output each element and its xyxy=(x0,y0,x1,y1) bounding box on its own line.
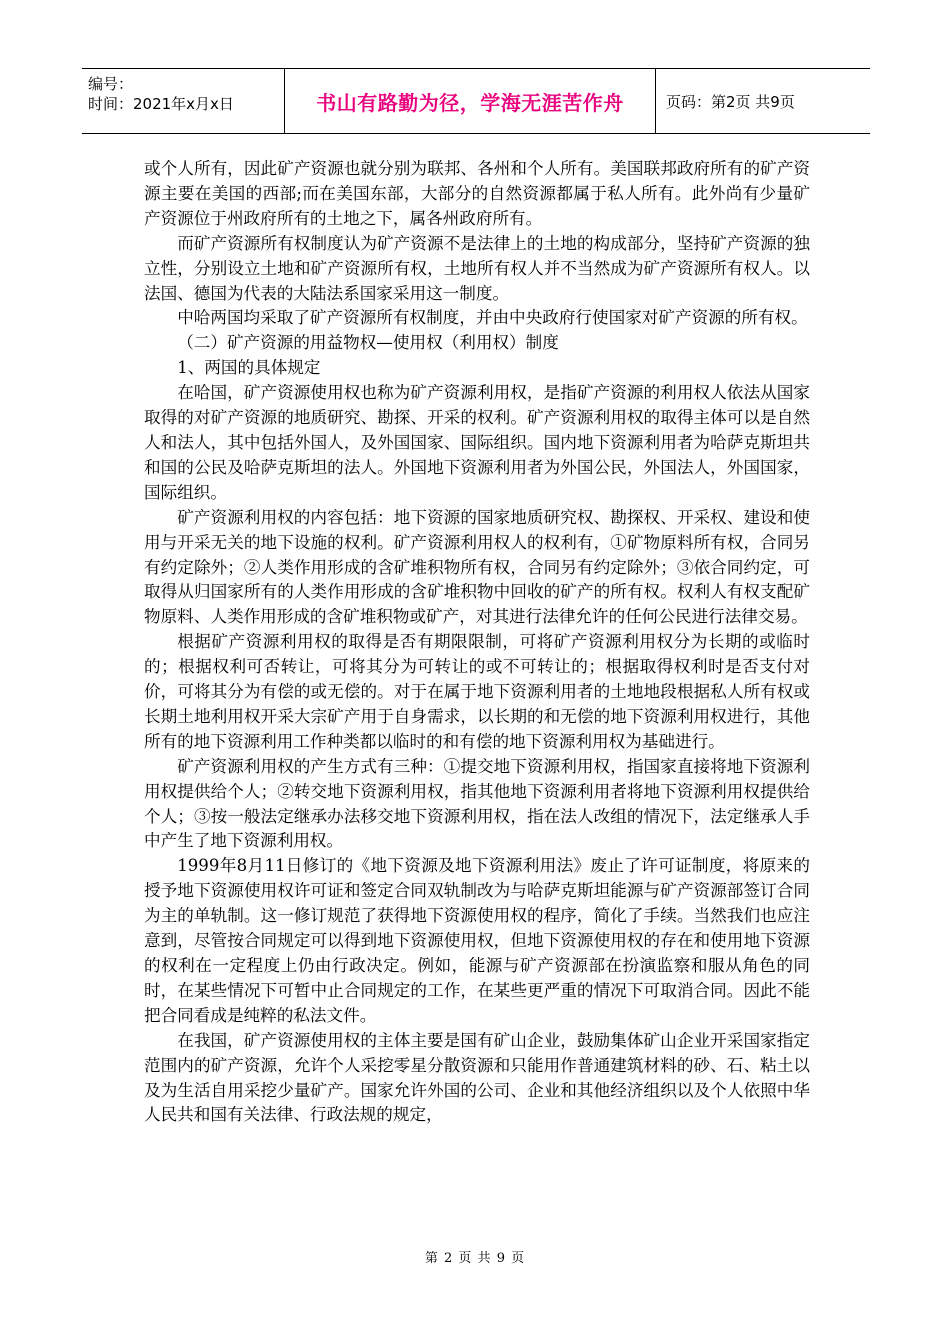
paragraph: 矿产资源利用权的产生方式有三种：①提交地下资源利用权，指国家直接将地下资源利用权提供给个人；②转交地下资源利用权，指其他地下资源利用者将地下资源利用权提供给个人；③按一般法定继承办法移交地下资源利用权，指在法人改组的情况下，法定继承人手中产生了地下资源利用权。 xyxy=(144,756,810,851)
page-footer: 第 2 页 共 9 页 xyxy=(424,1251,526,1266)
paragraph: 1999年8月11日修订的《地下资源及地下资源利用法》废止了许可证制度，将原来的授予地下资源使用权许可证和签定合同双轨制改为与哈萨克斯坦能源与矿产资源部签订合同为主的单轨制。这一修订规范了获得地下资源使用权的程序，简化了手续。当然我们也应注意到，尽管按合同规定可以得到地下资源使用权，但地下资源使用权的存在和使用地下资源的权利在一定程度上仍由行政决定。例如，能源与矿产资源部在扮演监察和服从角色的同时，在某些情况下可暂中止合同规定的工作，在某些更严重的情况下可取消合同。因此不能把合同看成是纯粹的私法文件。 xyxy=(144,856,810,1025)
paragraph: 在我国，矿产资源使用权的主体主要是国有矿山企业，鼓励集体矿山企业开采国家指定范围内的矿产资源，允许个人采挖零星分散资源和只能用作普通建筑材料的砂、石、粘土以及为生活自用采挖少量矿产。国家允许外国的公司、企业和其他经济组织以及个人依照中华人民共和国有关法律、行政法规的规定， xyxy=(144,1030,810,1125)
document-body xyxy=(144,157,810,1128)
header-page-info: 页码：第2页 共9页 xyxy=(666,92,795,111)
paragraph: 或个人所有，因此矿产资源也就分别为联邦、各州和个人所有。美国联邦政府所有的矿产资源主要在美国的西部;而在美国东部，大部分的自然资源都属于私人所有。此外尚有少量矿产资源位于州政府所有的土地之下，属各州政府所有。 xyxy=(144,159,810,228)
document-number-label: 编号： xyxy=(88,75,134,93)
section-heading: （二）矿产资源的用益物权—使用权（利用权）制度 xyxy=(177,333,559,353)
page-header xyxy=(82,68,870,134)
paragraph: 中哈两国均采取了矿产资源所有权制度，并由中央政府行使国家对矿产资源的所有权。 xyxy=(177,308,808,328)
header-meta xyxy=(82,69,284,133)
paragraph: 矿产资源利用权的内容包括：地下资源的国家地质研究权、勘探权、开采权、建设和使用与开采无关的地下设施的权利。矿产资源利用权人的权利有，①矿物原料所有权，合同另有约定除外；②人类作用形成的含矿堆积物所有权，合同另有约定除外；③依合同约定，可取得从归国家所有的人类作用形成的含矿堆积物中回收的矿产的所有权。权利人有权支配矿物原料、人类作用形成的含矿堆积物或矿产，对其进行法律允许的任何公民进行法律交易。 xyxy=(144,507,810,627)
document-date-label: 时间：2021年x月x日 xyxy=(88,95,234,113)
header-motto: 书山有路勤为径，学海无涯苦作舟 xyxy=(316,90,624,115)
paragraph: 根据矿产资源利用权的取得是否有期限限制，可将矿产资源利用权分为长期的或临时的；根据权利可否转让，可将其分为可转让的或不可转让的；根据取得权利时是否支付对价，可将其分为有偿的或无偿的。对于在属于地下资源利用者的土地地段根据私人所有权或长期土地利用权开采大宗矿产用于自身需求，以长期的和无偿的地下资源利用权进行，其他所有的地下资源利用工作种类都以临时的和有偿的地下资源利用权为基础进行。 xyxy=(144,632,810,751)
header-page-cell xyxy=(656,69,870,133)
paragraph: 在哈国，矿产资源使用权也称为矿产资源利用权，是指矿产资源的利用权人依法从国家取得的对矿产资源的地质研究、勘探、开采的权利。矿产资源利用权的取得主体可以是自然人和法人，其中包括外国人，及外国国家、国际组织。国内地下资源利用者为哈萨克斯坦共和国的公民及哈萨克斯坦的法人。外国地下资源利用者为外国公民，外国法人，外国国家，国际组织。 xyxy=(144,383,810,502)
subsection-heading: 1、两国的具体规定 xyxy=(177,358,321,378)
header-motto-cell xyxy=(284,69,656,133)
paragraph: 而矿产资源所有权制度认为矿产资源不是法律上的土地的构成部分，坚持矿产资源的独立性，分别设立土地和矿产资源所有权，土地所有权人并不当然成为矿产资源所有权人。以法国、德国为代表的大陆法系国家采用这一制度。 xyxy=(144,233,810,303)
